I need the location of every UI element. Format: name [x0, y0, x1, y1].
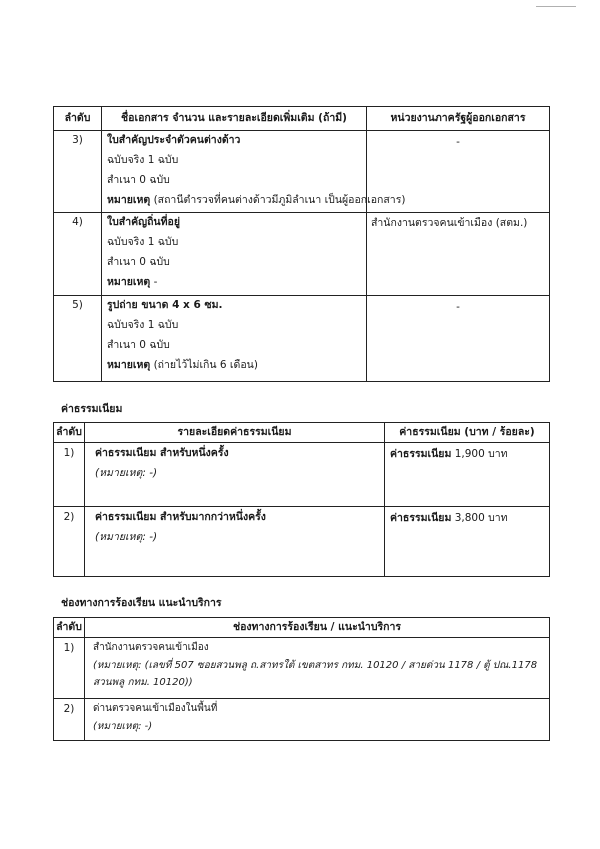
document-cell: [102, 131, 406, 213]
fees-table: [53, 422, 550, 577]
header-document-name: ชื่อเอกสาร จำนวน และรายละเอียดเพิ่มเติม (ถ้ามี): [102, 107, 367, 131]
channel-name: ด่านตรวจคนเข้าเมืองในพื้นที่: [93, 703, 218, 714]
fee-note: (หมายเหตุ: -): [95, 531, 158, 543]
table-header-row: [54, 107, 550, 131]
row-number: 4): [54, 213, 102, 296]
table-row: [54, 507, 550, 577]
row-number: 2): [54, 507, 85, 577]
table-header-row: [54, 618, 550, 638]
fee-note: (หมายเหตุ: -): [95, 467, 158, 479]
fee-amount-cell: [385, 443, 550, 507]
fees-section-title: ค่าธรรมเนียม: [61, 403, 123, 415]
row-number: 2): [54, 699, 85, 741]
agency-cell: [367, 213, 550, 296]
channel-name: สำนักงานตรวจคนเข้าเมือง: [93, 642, 209, 653]
document-title: ใบสำคัญประจำตัวคนต่างด้าว: [107, 134, 241, 146]
copy-count: สำเนา 0 ฉบับ: [107, 339, 170, 351]
fee-label: ค่าธรรมเนียม: [390, 448, 452, 460]
document-note: [107, 194, 406, 212]
note-text: -: [150, 276, 158, 288]
document-note: [107, 359, 366, 377]
documents-table: [53, 106, 550, 382]
header-channel: ช่องทางการร้องเรียน / แนะนำบริการ: [85, 618, 550, 638]
fee-detail: ค่าธรรมเนียม สำหรับหนึ่งครั้ง: [95, 447, 229, 459]
row-number: 3): [54, 131, 102, 213]
document-cell: [102, 213, 367, 296]
table-row: [54, 443, 550, 507]
table-row: [54, 699, 550, 741]
table-row: [54, 213, 550, 296]
header-order: ลำดับ: [54, 107, 102, 131]
original-count: ฉบับจริง 1 ฉบับ: [107, 154, 179, 166]
note-label: หมายเหตุ: [107, 194, 151, 206]
channel-note: (หมายเหตุ: -): [93, 721, 153, 732]
table-header-row: [54, 423, 550, 443]
fee-detail-cell: [85, 507, 385, 577]
document-title: รูปถ่าย ขนาด 4 x 6 ซม.: [107, 299, 223, 311]
fee-value: 1,900 บาท: [451, 448, 508, 460]
note-text: (ถ่ายไว้ไม่เกิน 6 เดือน): [150, 359, 258, 371]
fee-value: 3,800 บาท: [451, 512, 508, 524]
note-label: หมายเหตุ: [107, 359, 151, 371]
table-row: [54, 296, 550, 382]
copy-count: สำเนา 0 ฉบับ: [107, 256, 170, 268]
document-title: ใบสำคัญถิ่นที่อยู่: [107, 216, 180, 228]
channel-note-continued: สวนพลู กทม. 10120)): [93, 677, 193, 688]
document-note: [107, 276, 366, 294]
agency-name: -: [456, 136, 460, 148]
channel-note: (หมายเหตุ: (เลขที่ 507 ซอยสวนพลู ถ.สาทรใต้ เขตสาทร กทม. 10120 / สายด่วน 1178 / ตู้ ปณ.1178: [93, 660, 538, 671]
note-text: (สถานีตำรวจที่คนต่างด้าวมีภูมิลำเนา เป็นผู้ออกเอกสาร): [150, 194, 406, 206]
fee-detail: ค่าธรรมเนียม สำหรับมากกว่าหนึ่งครั้ง: [95, 511, 266, 523]
row-number: 1): [54, 638, 85, 699]
channels-table: [53, 617, 550, 741]
agency-cell: [367, 296, 550, 382]
table-row: [54, 131, 550, 213]
fee-label: ค่าธรรมเนียม: [390, 512, 452, 524]
header-order: ลำดับ: [54, 618, 85, 638]
fee-amount-cell: [385, 507, 550, 577]
fee-detail-cell: [85, 443, 385, 507]
scan-artifact-line: [536, 6, 576, 7]
agency-name: -: [456, 301, 460, 313]
header-fee-amount: ค่าธรรมเนียม (บาท / ร้อยละ): [385, 423, 550, 443]
table-row: [54, 638, 550, 699]
original-count: ฉบับจริง 1 ฉบับ: [107, 236, 179, 248]
channels-section-title: ช่องทางการร้องเรียน แนะนำบริการ: [61, 597, 222, 609]
document-cell: [102, 296, 367, 382]
row-number: 1): [54, 443, 85, 507]
original-count: ฉบับจริง 1 ฉบับ: [107, 319, 179, 331]
channel-cell: [85, 638, 550, 699]
header-fee-detail: รายละเอียดค่าธรรมเนียม: [85, 423, 385, 443]
row-number: 5): [54, 296, 102, 382]
channel-cell: [85, 699, 550, 741]
note-label: หมายเหตุ: [107, 276, 151, 288]
copy-count: สำเนา 0 ฉบับ: [107, 174, 170, 186]
header-issuing-agency: หน่วยงานภาครัฐผู้ออกเอกสาร: [367, 107, 550, 131]
agency-name: สำนักงานตรวจคนเข้าเมือง (สตม.): [371, 217, 528, 229]
header-order: ลำดับ: [54, 423, 85, 443]
